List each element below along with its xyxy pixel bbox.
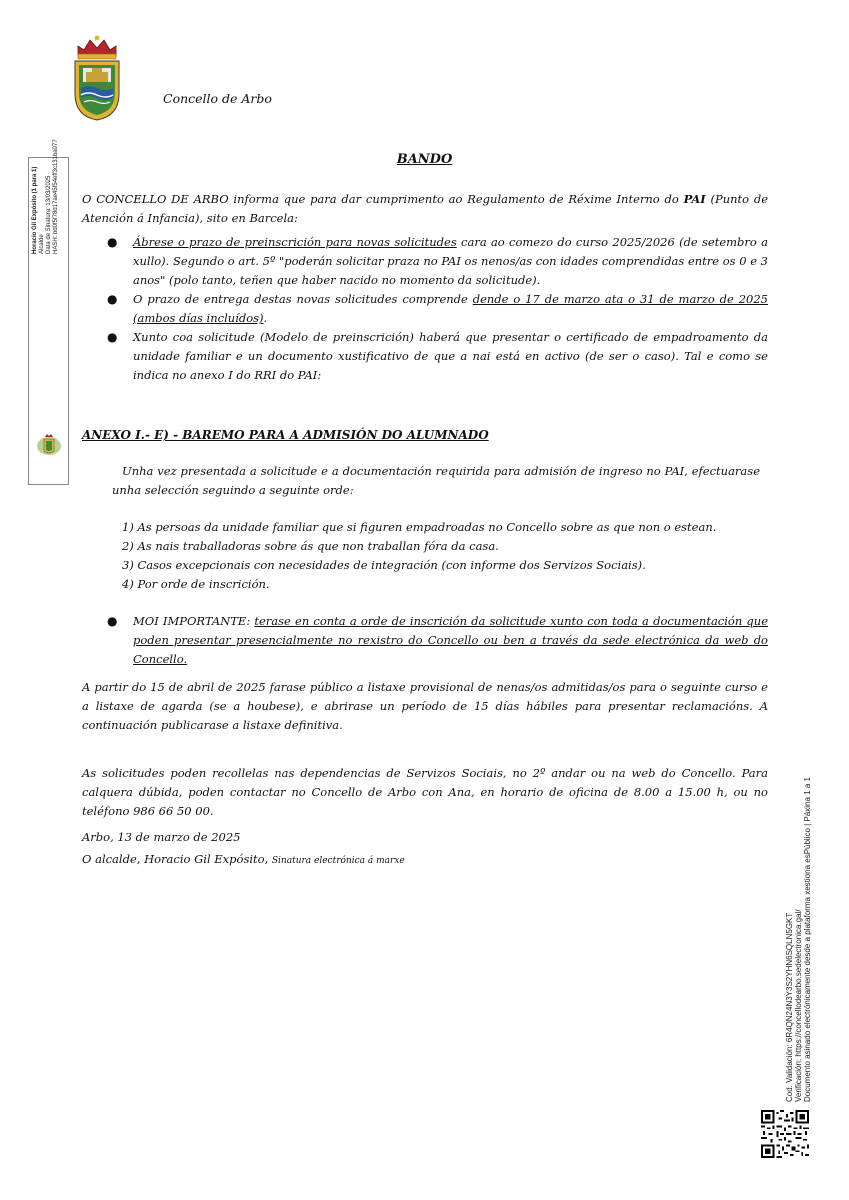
bullet-1-underlined: Ábrese o prazo de preinscrición para novas solicitudes	[133, 235, 457, 249]
list-item	[107, 233, 768, 290]
list-paragraph: A partir do 15 de abril de 2025 farase público a listaxe provisional de nenas/os admitidas/os para o seguinte curso e a listaxe de agarda (se a houbese), e abrirase un período de 15 días hábiles para presentar reclamacións. A continuación publicarase a listaxe definitiva.	[82, 680, 768, 732]
bullet-icon: ●	[107, 292, 118, 306]
annex-intro: Unha vez presentada a solicitude e a documentación requirida para admisión de ingreso no PAI, efectuarase unha selección seguindo a seguinte orde:	[112, 464, 760, 497]
list-item	[107, 328, 768, 385]
list-item	[107, 612, 768, 669]
bullet-2-lead: O prazo de entrega destas novas solicitudes comprende	[133, 292, 473, 306]
signature-note: Sinatura electrónica á marxe	[271, 856, 405, 866]
document-title: BANDO	[396, 152, 453, 167]
list-item	[107, 290, 768, 328]
criteria-item: 4) Por orde de inscrición.	[122, 577, 270, 591]
bullet-icon: ●	[107, 330, 118, 344]
bullet-2-tail: .	[263, 311, 268, 325]
bullet-3-text: Xunto coa solicitude (Modelo de preinscrición) haberá que presentar o certificado de empadroamento da unidade familiar e un documento xustificativo de que a nai está en activo (de ser o caso). Tal e como se indica no anexo I do RRI do PAI:	[133, 330, 768, 382]
seal-icon	[35, 430, 63, 458]
concello-crest-logo	[70, 32, 124, 122]
signer-role: Alcalde	[39, 234, 45, 254]
intro-text-2: (Punto de Atención á Infancia), sito en Barcela:	[82, 192, 769, 225]
validation-block	[785, 777, 812, 1102]
bullet-list	[107, 233, 768, 385]
criteria-item: 3) Casos excepcionais con necesidades de integración (con informe dos Servizos Sociais).	[122, 558, 646, 572]
signer-name: Horacio Gil Expósito (1 para 1)	[32, 166, 38, 254]
annex-title: ANEXO I.- E) - BAREMO PARA A ADMISIÓN DO ALUMNADO	[82, 428, 489, 442]
criteria-item: 1) As persoas da unidade familiar que si figuren empadroadas no Concello sobre as que non o estean.	[122, 520, 717, 534]
validation-note: Documento asinado electrónicamente desde a plataforma xestiona esPúblico | Páxina 1 a 1	[803, 777, 812, 1102]
intro-text-1: O CONCELLO DE ARBO informa que para dar cumprimento ao Regulamento de Réxime Interno do	[82, 192, 684, 206]
signature-hash: HASH: bd0f5f78d17ae45f54eff3c131ba077	[53, 139, 59, 254]
qr-code-icon[interactable]	[761, 1110, 809, 1158]
bullet-icon: ●	[107, 235, 118, 249]
bullet-2-underlined: dende o 17 de marzo ata o 31 de marzo de 2025 (ambos días incluídos)	[133, 292, 768, 325]
important-label: MOI IMPORTANTE:	[133, 614, 251, 628]
org-name: Concello de Arbo	[163, 91, 272, 106]
pai-acronym: PAI	[683, 192, 706, 206]
criteria-item: 2) As nais traballadoras sobre ás que non traballan fóra da casa.	[122, 539, 499, 553]
signature-date: Data de Sinatura: 13/03/2025	[46, 175, 52, 254]
bullet-1-text: cara ao comezo do curso 2025/2026 (de setembro a xullo). Segundo o art. 5º "poderán solicitar praza no PAI os nenos/as con idades comprendidas entre os 0 e 3 anos" (polo tanto, teñen que haber nacido no momento da solicitude).	[133, 235, 768, 287]
signature-name: O alcalde, Horacio Gil Expósito,	[82, 852, 272, 866]
important-note	[107, 612, 768, 669]
signature-stamp-text	[32, 0, 60, 254]
validation-code: Cod. Validación: 6R4QN24N3Y3S2YHN6SQLN5GKT	[785, 912, 794, 1102]
contact-paragraph: As solicitudes poden recollelas nas dependencias de Servizos Sociais, no 2º andar ou na web do Concello. Para calquera dúbida, poden contactar no Concello de Arbo con Ana, en horario de oficina de 8.00 a 15.00 h, ou no teléfono 986 66 50 00.	[82, 766, 768, 818]
important-text: terase en conta a orde de inscrición da solicitude xunto con toda a documentación que poden presentar presencialmente no rexistro do Concello ou ben a través da sede electrónica da web do Concello.	[133, 614, 768, 666]
date-line: Arbo, 13 de marzo de 2025	[82, 830, 241, 844]
intro-paragraph	[82, 190, 768, 228]
verification-url: Verificación: https://concellodearbo.sedelectronica.gal/	[794, 909, 803, 1102]
criteria-list	[122, 518, 716, 594]
bullet-icon: ●	[107, 614, 118, 628]
signature-line	[82, 850, 768, 871]
signature-stamp-box	[28, 139, 69, 485]
